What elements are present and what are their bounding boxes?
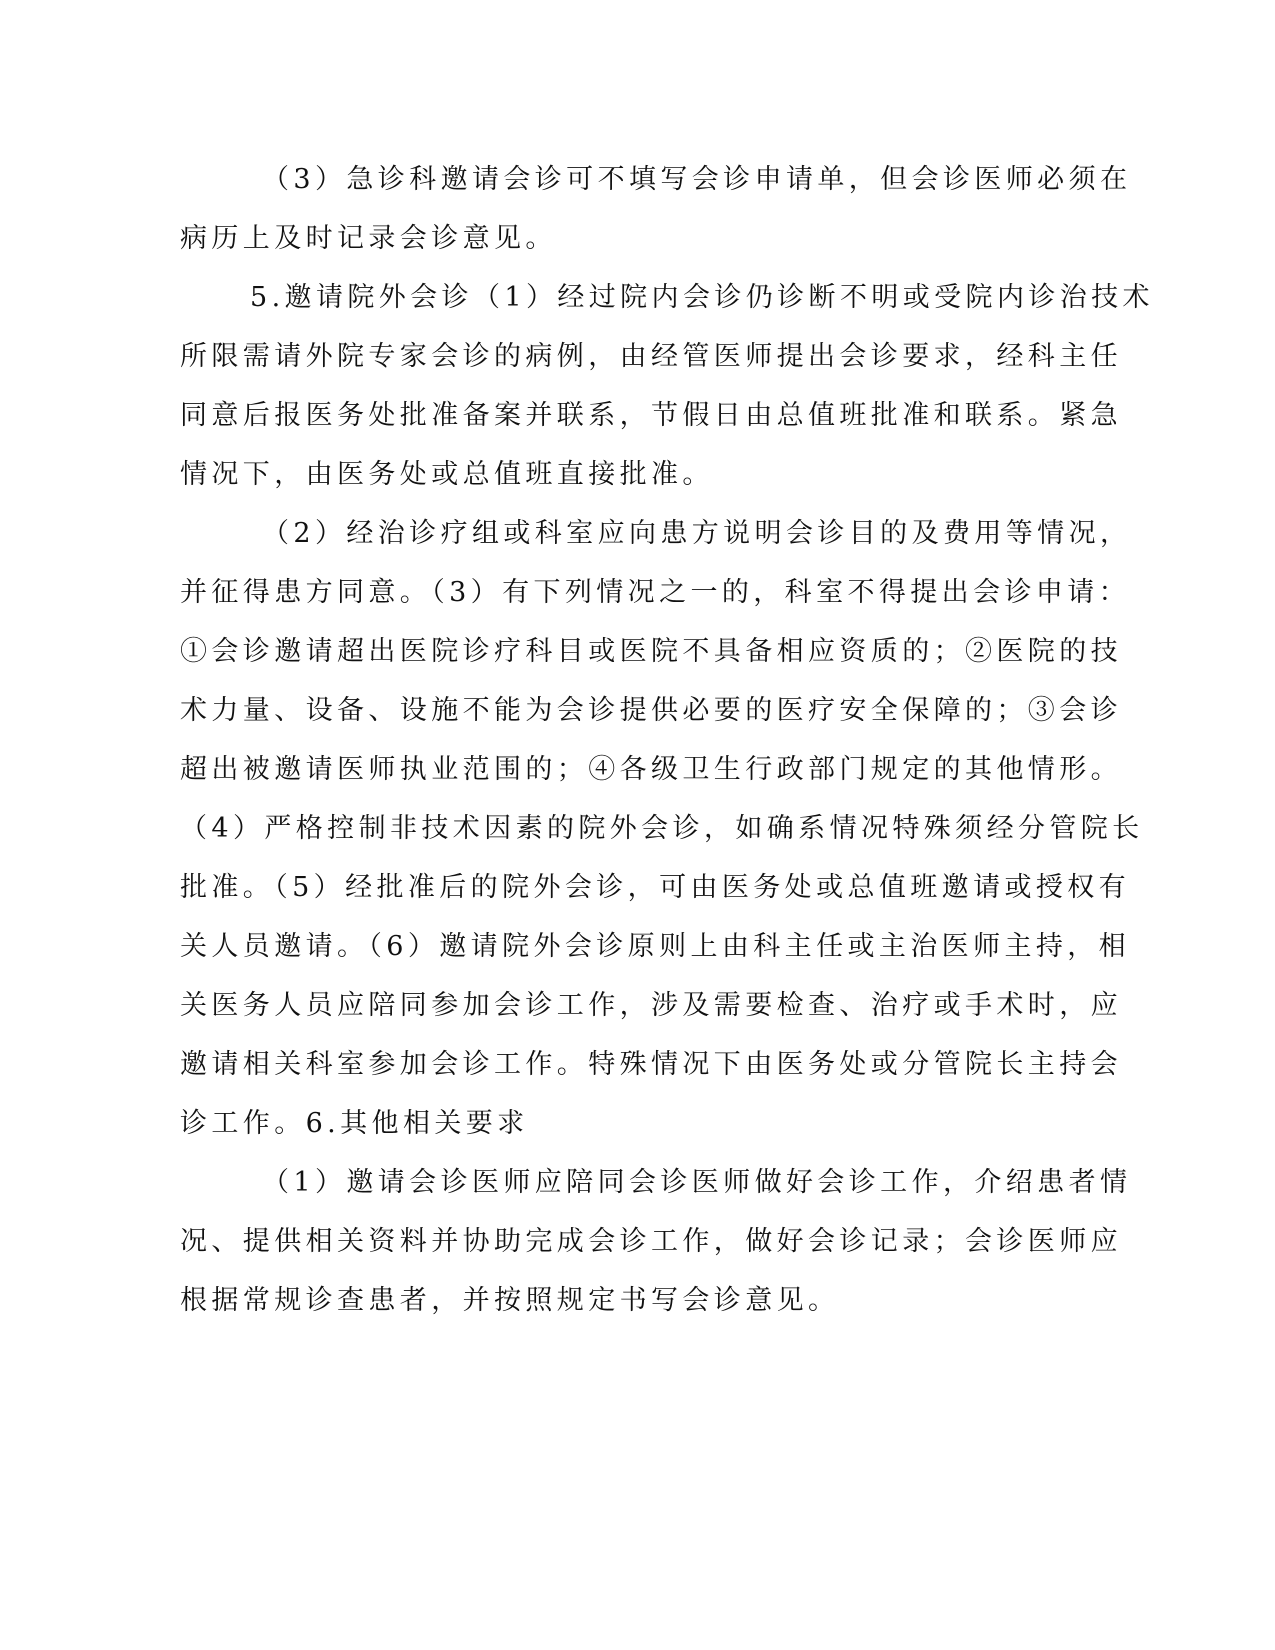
- paragraph-line: 所限需请外院专家会诊的病例，由经管医师提出会诊要求，经科主任: [180, 341, 1122, 372]
- paragraph-line: 病历上及时记录会诊意见。: [180, 223, 557, 254]
- paragraph-line: 同意后报医务处批准备案并联系，节假日由总值班批准和联系。紧急: [180, 400, 1122, 431]
- paragraph-line: 关人员邀请。（6）邀请院外会诊原则上由科主任或主治医师主持，相: [180, 931, 1131, 962]
- paragraph-line: 邀请相关科室参加会诊工作。特殊情况下由医务处或分管院长主持会: [180, 1049, 1122, 1080]
- paragraph-line: 诊工作。6.其他相关要求: [180, 1108, 529, 1139]
- paragraph-line: （4）严格控制非技术因素的院外会诊，如确系情况特殊须经分管院长: [180, 813, 1144, 844]
- paragraph-line: 批准。（5）经批准后的院外会诊，可由医务处或总值班邀请或授权有: [180, 872, 1131, 903]
- paragraph-line: 情况下，由医务处或总值班直接批准。: [180, 459, 714, 490]
- paragraph-line: 况、提供相关资料并协助完成会诊工作，做好会诊记录；会诊医师应: [180, 1226, 1122, 1257]
- paragraph-line: （3）急诊科邀请会诊可不填写会诊申请单，但会诊医师必须在: [262, 164, 1132, 195]
- paragraph-line: ①会诊邀请超出医院诊疗科目或医院不具备相应资质的；②医院的技: [180, 636, 1122, 667]
- paragraph-line: 根据常规诊查患者，并按照规定书写会诊意见。: [180, 1285, 840, 1316]
- paragraph-line: 术力量、设备、设施不能为会诊提供必要的医疗安全保障的；③会诊: [180, 695, 1122, 726]
- paragraph-line: 超出被邀请医师执业范围的；④各级卫生行政部门规定的其他情形。: [180, 754, 1122, 785]
- paragraph-line: （2）经治诊疗组或科室应向患方说明会诊目的及费用等情况，: [262, 518, 1132, 549]
- paragraph-line: 5.邀请院外会诊（1）经过院内会诊仍诊断不明或受院内诊治技术: [250, 282, 1154, 313]
- paragraph-line: 并征得患方同意。（3）有下列情况之一的，科室不得提出会诊申请：: [180, 577, 1131, 608]
- paragraph-line: （1）邀请会诊医师应陪同会诊医师做好会诊工作，介绍患者情: [262, 1167, 1132, 1198]
- paragraph-line: 关医务人员应陪同参加会诊工作，涉及需要检查、治疗或手术时，应: [180, 990, 1122, 1021]
